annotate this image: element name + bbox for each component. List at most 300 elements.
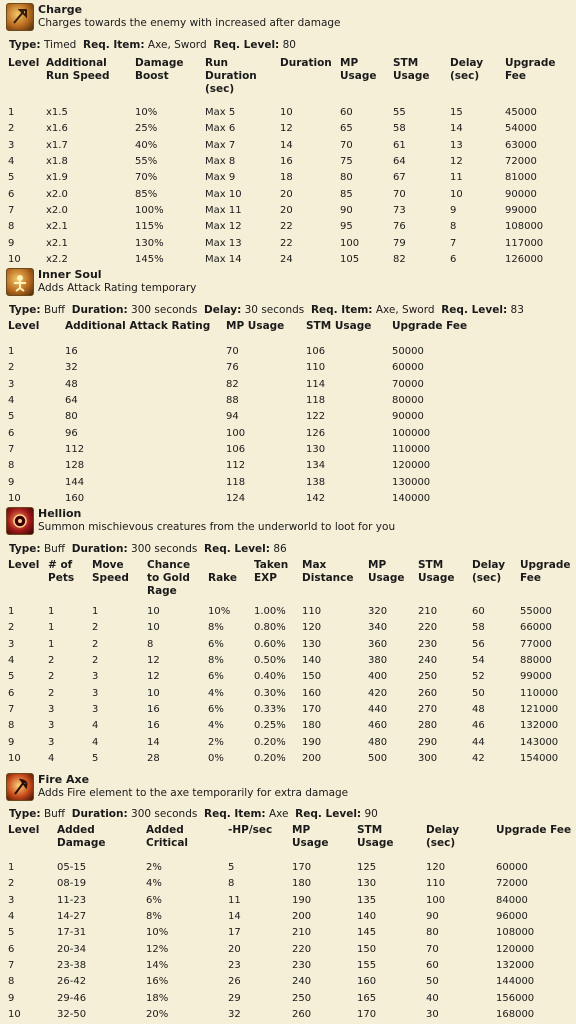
table-cell: 90 [426,911,439,923]
table-cell: 20 [280,188,293,200]
column-header: Upgrade Fee [505,57,556,82]
table-row [0,154,576,170]
table-cell: 3 [48,720,55,732]
table-cell: 1 [8,107,15,119]
meta-value: Buff [43,304,66,316]
table-cell: 0% [208,752,224,764]
meta-label: Type: [9,808,41,820]
table-cell: 30 [426,1008,439,1020]
table-cell: 122 [306,411,326,423]
table-cell: 0.33% [254,703,286,715]
meta-label: Req. Level: [441,304,508,316]
table-cell: 156000 [496,992,535,1004]
meta-label: Type: [9,543,41,555]
column-header: MP Usage [340,57,377,82]
table-cell: 220 [292,943,312,955]
table-cell: 14 [450,123,463,135]
table-cell: 250 [418,671,438,683]
table-cell: 134 [306,460,326,472]
table-cell: 46 [472,720,485,732]
table-cell: 3 [92,671,99,683]
table-cell: 55000 [520,606,552,618]
table-cell: 79 [393,237,406,249]
meta-label: Req. Item: [310,304,373,316]
table-cell: 2 [8,878,15,890]
table-cell: 60 [472,606,485,618]
table-cell: 0.40% [254,671,286,683]
inner-soul-icon [6,268,34,296]
table-cell: 4% [208,720,224,732]
table-cell: 10 [147,622,160,634]
skill-table [0,320,480,507]
table-cell: 130% [135,237,164,249]
table-cell: 10 [147,606,160,618]
table-cell: 8 [228,878,235,890]
column-header: Run Duration (sec) [205,57,257,95]
table-cell: 10 [8,752,21,764]
table-cell: 10 [280,107,293,119]
table-cell: 40% [135,139,158,151]
table-cell: x2.2 [46,253,68,265]
column-header: STM Usage [393,57,430,82]
table-cell: 64 [393,156,406,168]
table-cell: 7 [8,443,15,455]
table-cell: 56 [472,638,485,650]
meta-label: Req. Level: [213,39,280,51]
axe-charge-icon [6,3,34,31]
table-cell: 32 [65,362,78,374]
table-row [0,990,576,1006]
table-cell: 7 [8,703,15,715]
column-header: Chance to Gold Rage [147,559,191,597]
table-cell: 64 [65,395,78,407]
table-cell: 10 [147,687,160,699]
table-cell: 70 [340,139,353,151]
table-row [0,925,576,941]
column-header: STM Usage [418,559,455,584]
table-cell: 11 [228,894,241,906]
table-row [0,219,576,235]
table-cell: 400 [368,671,388,683]
table-cell: 29 [228,992,241,1004]
table-cell: 126000 [505,253,544,265]
table-cell: 7 [8,959,15,971]
table-cell: 380 [368,655,388,667]
table-cell: 6% [208,638,224,650]
table-cell: 114 [306,378,326,390]
table-cell: 110000 [392,443,431,455]
table-cell: 6 [8,943,15,955]
table-row [0,669,576,685]
table-cell: 70 [393,188,406,200]
table-cell: 05-15 [57,862,87,874]
table-cell: 100 [340,237,360,249]
column-header: # of Pets [48,559,75,584]
table-row [0,909,576,925]
column-header: Added Critical [146,824,189,849]
table-row [0,458,480,474]
table-cell: 128 [65,460,85,472]
table-cell: 70% [135,172,158,184]
table-row [0,138,576,154]
table-cell: 110 [306,362,326,374]
table-cell: 66000 [520,622,552,634]
table-cell: x1.8 [46,156,68,168]
table-cell: 84000 [496,894,528,906]
column-header: Delay (sec) [426,824,460,849]
table-cell: 90 [340,204,353,216]
table-cell: 17 [228,927,241,939]
table-cell: 61 [393,139,406,151]
column-header: STM Usage [306,320,372,332]
skill-meta [9,543,287,555]
table-cell: 67 [393,172,406,184]
meta-label: Req. Item: [83,39,145,51]
table-cell: 0.50% [254,655,286,667]
table-row [0,876,576,892]
table-cell: 108000 [505,221,544,233]
table-cell: 260 [418,687,438,699]
table-cell: 0.20% [254,736,286,748]
table-cell: 1 [48,638,55,650]
table-cell: Max 11 [205,204,242,216]
table-cell: Max 7 [205,139,236,151]
table-cell: 210 [292,927,312,939]
meta-label: Req. Level: [295,808,362,820]
table-cell: 9 [8,992,15,1004]
table-cell: 6% [208,703,224,715]
table-cell: 4% [146,878,162,890]
table-cell: 155 [357,959,377,971]
table-cell: 4 [8,156,15,168]
table-cell: 320 [368,606,388,618]
skill-name: Fire Axe [38,773,90,786]
table-cell: 10% [135,107,158,119]
table-cell: 10% [208,606,231,618]
skill-inner-soul [0,265,576,504]
table-cell: 7 [8,204,15,216]
table-cell: 0.25% [254,720,286,732]
table-cell: 160 [357,976,377,988]
table-cell: 18% [146,992,169,1004]
table-cell: 240 [418,655,438,667]
skill-description: Charges towards the enemy with increased after damage [38,17,341,29]
table-cell: 6 [450,253,457,265]
column-header: Max Distance [302,559,354,584]
table-cell: 220 [418,622,438,634]
table-header-row [0,559,576,598]
table-cell: 120 [302,622,322,634]
table-cell: 76 [226,362,239,374]
table-cell: 280 [418,720,438,732]
table-cell: 77000 [520,638,552,650]
table-cell: 25% [135,123,158,135]
table-cell: x1.7 [46,139,68,151]
table-cell: 14-27 [57,911,87,923]
table-row [0,170,576,186]
table-cell: 4 [8,395,15,407]
table-cell: 80 [340,172,353,184]
table-header-row [0,57,576,99]
column-header: Upgrade Fee [496,824,572,836]
meta-value: Buff [43,543,66,555]
table-cell: 85% [135,188,158,200]
table-cell: 5 [8,172,15,184]
column-header: STM Usage [357,824,394,849]
table-row [0,203,576,219]
meta-value: 80 [282,39,296,51]
table-cell: 142 [306,492,326,504]
table-row [0,941,576,957]
table-cell: 8 [450,221,457,233]
table-cell: 18 [280,172,293,184]
table-cell: 32-50 [57,1008,87,1020]
meta-value: 83 [510,304,524,316]
table-row [0,958,576,974]
table-cell: 44 [472,736,485,748]
table-cell: 120 [426,862,446,874]
table-cell: 118 [226,476,246,488]
table-row [0,702,576,718]
table-cell: 60 [426,959,439,971]
table-cell: 150 [357,943,377,955]
table-cell: 4 [92,736,99,748]
table-cell: 124 [226,492,246,504]
table-cell: 23-38 [57,959,87,971]
table-cell: 180 [302,720,322,732]
table-cell: 138 [306,476,326,488]
table-cell: 240 [292,976,312,988]
table-cell: 143000 [520,736,559,748]
table-cell: 270 [418,703,438,715]
fire-axe-icon [6,773,34,801]
table-cell: 2% [146,862,162,874]
table-cell: 22 [280,237,293,249]
table-cell: 420 [368,687,388,699]
table-cell: 54 [472,655,485,667]
table-cell: 112 [226,460,246,472]
table-cell: 50 [426,976,439,988]
table-cell: x2.0 [46,188,68,200]
table-cell: 0.80% [254,622,286,634]
table-row [0,685,576,701]
table-cell: 12 [147,671,160,683]
table-cell: 2 [92,638,99,650]
table-cell: 130 [306,443,326,455]
table-cell: 120000 [496,943,535,955]
table-cell: 3 [8,638,15,650]
column-header: Additional Attack Rating [65,320,211,332]
table-cell: 2% [208,736,224,748]
table-cell: 4 [8,655,15,667]
table-cell: 0.60% [254,638,286,650]
table-cell: 11-23 [57,894,87,906]
hellion-icon [6,507,34,535]
table-cell: 20 [280,204,293,216]
table-cell: 45000 [505,107,537,119]
table-cell: 9 [8,736,15,748]
table-cell: 230 [292,959,312,971]
skill-name: Charge [38,3,83,16]
table-cell: 480 [368,736,388,748]
table-cell: 170 [357,1008,377,1020]
table-cell: 144000 [496,976,535,988]
table-cell: 140 [357,911,377,923]
table-cell: 8% [146,911,162,923]
table-cell: 13 [450,139,463,151]
column-header: -HP/sec [228,824,273,836]
table-cell: Max 12 [205,221,242,233]
table-row [0,425,480,441]
table-row [0,377,480,393]
table-cell: 160 [302,687,322,699]
column-header: Damage Boost [135,57,184,82]
skill-hellion [0,504,576,764]
table-cell: 20% [146,1008,169,1020]
table-cell: 106 [306,346,326,358]
table-cell: 150 [302,671,322,683]
table-cell: 4 [8,911,15,923]
table-cell: 1 [8,862,15,874]
skill-header [0,0,576,34]
table-cell: 58 [393,123,406,135]
table-cell: 65 [340,123,353,135]
table-cell: 0.30% [254,687,286,699]
table-cell: 26-42 [57,976,87,988]
table-cell: 1 [8,606,15,618]
table-cell: 16 [147,720,160,732]
table-cell: 9 [450,204,457,216]
table-cell: 48 [65,378,78,390]
table-cell: 1 [8,346,15,358]
table-cell: 100 [426,894,446,906]
skill-header [0,770,576,804]
table-cell: 24 [280,253,293,265]
table-cell: 180 [292,878,312,890]
table-cell: 08-19 [57,878,87,890]
table-cell: 3 [92,687,99,699]
column-header: Level [8,320,40,332]
table-cell: 12 [450,156,463,168]
table-cell: Max 8 [205,156,236,168]
table-cell: 72000 [505,156,537,168]
table-cell: 440 [368,703,388,715]
meta-value: 86 [273,543,287,555]
table-cell: 20-34 [57,943,87,955]
table-cell: 80 [426,927,439,939]
table-cell: 2 [48,671,55,683]
table-cell: 52 [472,671,485,683]
table-cell: 10 [8,492,21,504]
skill-meta [9,304,524,316]
table-cell: 2 [92,622,99,634]
table-row [0,442,480,458]
table-row [0,620,576,636]
column-header: Upgrade Fee [520,559,571,584]
table-cell: 130 [302,638,322,650]
table-cell: 11 [450,172,463,184]
table-cell: 70 [226,346,239,358]
table-cell: 14 [228,911,241,923]
table-cell: x1.5 [46,107,68,119]
table-cell: 88000 [520,655,552,667]
meta-label: Type: [9,39,41,51]
table-row [0,751,576,767]
table-cell: 76 [393,221,406,233]
meta-label: Req. Item: [204,808,266,820]
table-cell: 1.00% [254,606,286,618]
table-cell: 340 [368,622,388,634]
table-cell: 70000 [392,378,424,390]
meta-label: Type: [9,304,41,316]
column-header: Delay (sec) [472,559,506,584]
table-cell: 130000 [392,476,431,488]
table-cell: 170 [302,703,322,715]
table-cell: 82 [393,253,406,265]
table-cell: 96000 [496,911,528,923]
table-cell: 5 [92,752,99,764]
table-cell: 130 [357,878,377,890]
table-cell: 22 [280,221,293,233]
table-cell: 105 [340,253,360,265]
table-cell: 80000 [392,395,424,407]
table-cell: 360 [368,638,388,650]
table-cell: 8% [208,655,224,667]
skill-description: Adds Attack Rating temporary [38,282,197,294]
table-cell: 132000 [496,959,535,971]
column-header: MP Usage [368,559,405,584]
table-cell: 28 [147,752,160,764]
table-cell: 5 [8,411,15,423]
column-header: Delay (sec) [450,57,484,82]
table-cell: 2 [48,655,55,667]
table-cell: 230 [418,638,438,650]
table-cell: 14% [146,959,169,971]
table-row [0,893,576,909]
table-cell: 63000 [505,139,537,151]
meta-label: Duration: [71,304,128,316]
table-cell: Max 6 [205,123,236,135]
skill-table [0,57,576,268]
table-cell: 200 [302,752,322,764]
table-cell: 94 [226,411,239,423]
table-cell: 5 [228,862,235,874]
table-cell: 96 [65,427,78,439]
table-cell: 85 [340,188,353,200]
table-cell: 2 [8,622,15,634]
column-header: MP Usage [292,824,329,849]
table-cell: 2 [8,123,15,135]
table-cell: 2 [8,362,15,374]
table-row [0,604,576,620]
table-row [0,235,576,251]
table-cell: 154000 [520,752,559,764]
table-cell: 6 [8,427,15,439]
table-cell: 121000 [520,703,559,715]
table-row [0,637,576,653]
table-cell: 250 [292,992,312,1004]
table-cell: 8 [8,976,15,988]
table-cell: 2 [92,655,99,667]
table-cell: 8 [147,638,154,650]
table-cell: 500 [368,752,388,764]
column-header: Upgrade Fee [392,320,468,332]
table-row [0,974,576,990]
table-cell: 90000 [392,411,424,423]
table-cell: 8 [8,720,15,732]
meta-value: Axe, Sword [147,39,207,51]
meta-value: Buff [43,808,66,820]
